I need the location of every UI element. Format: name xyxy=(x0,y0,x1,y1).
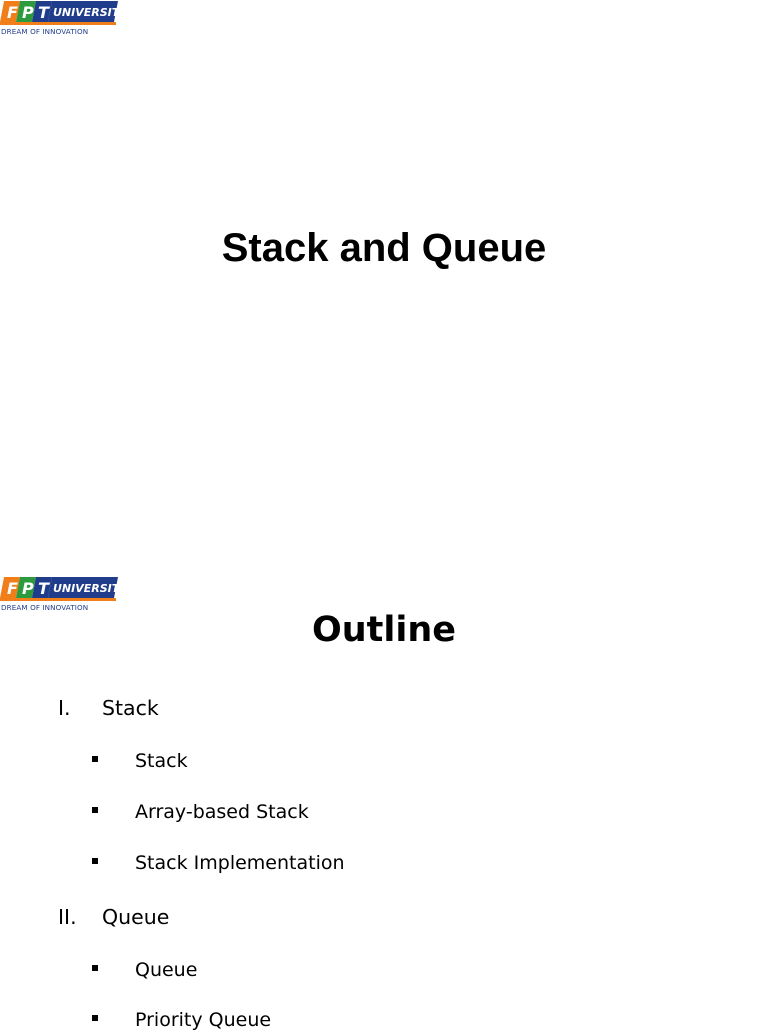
fpt-university-logo xyxy=(0,0,128,37)
logo-letter-p: P xyxy=(22,3,34,22)
item-label: Priority Queue xyxy=(135,1009,272,1031)
outline-section-queue xyxy=(58,903,169,931)
outline-item xyxy=(92,850,345,876)
fpt-logo-mark xyxy=(0,0,128,27)
section-number: II. xyxy=(58,905,77,929)
outline-section-stack xyxy=(58,694,159,722)
section-label: Queue xyxy=(102,905,170,929)
item-label: Array-based Stack xyxy=(135,801,309,823)
logo-letter-t: T xyxy=(38,579,49,598)
outline-title: Outline xyxy=(311,610,457,650)
item-label: Stack Implementation xyxy=(135,852,345,874)
outline-item xyxy=(92,957,197,983)
logo-tagline: DREAM OF INNOVATION xyxy=(1,603,89,612)
outline-slide xyxy=(0,576,768,1031)
section-number: I. xyxy=(58,696,71,720)
logo-word: UNIVERSITY xyxy=(53,6,128,19)
square-bullet-icon xyxy=(92,965,98,971)
slide-title: Stack and Queue xyxy=(221,226,547,270)
square-bullet-icon xyxy=(92,756,98,762)
item-label: Stack xyxy=(135,750,188,772)
item-label: Queue xyxy=(135,959,198,981)
logo-letter-f: F xyxy=(7,579,18,598)
outline-item xyxy=(92,1007,271,1033)
outline-item xyxy=(92,799,309,825)
logo-letter-p: P xyxy=(22,579,34,598)
section-label: Stack xyxy=(102,696,159,720)
logo-tagline: DREAM OF INNOVATION xyxy=(1,27,89,36)
logo-letter-t: T xyxy=(38,3,49,22)
fpt-logo-mark xyxy=(0,576,128,603)
logo-word: UNIVERSITY xyxy=(53,582,128,595)
logo-letter-f: F xyxy=(7,3,18,22)
square-bullet-icon xyxy=(92,807,98,813)
square-bullet-icon xyxy=(92,858,98,864)
outline-item xyxy=(92,748,188,774)
square-bullet-icon xyxy=(92,1015,98,1021)
